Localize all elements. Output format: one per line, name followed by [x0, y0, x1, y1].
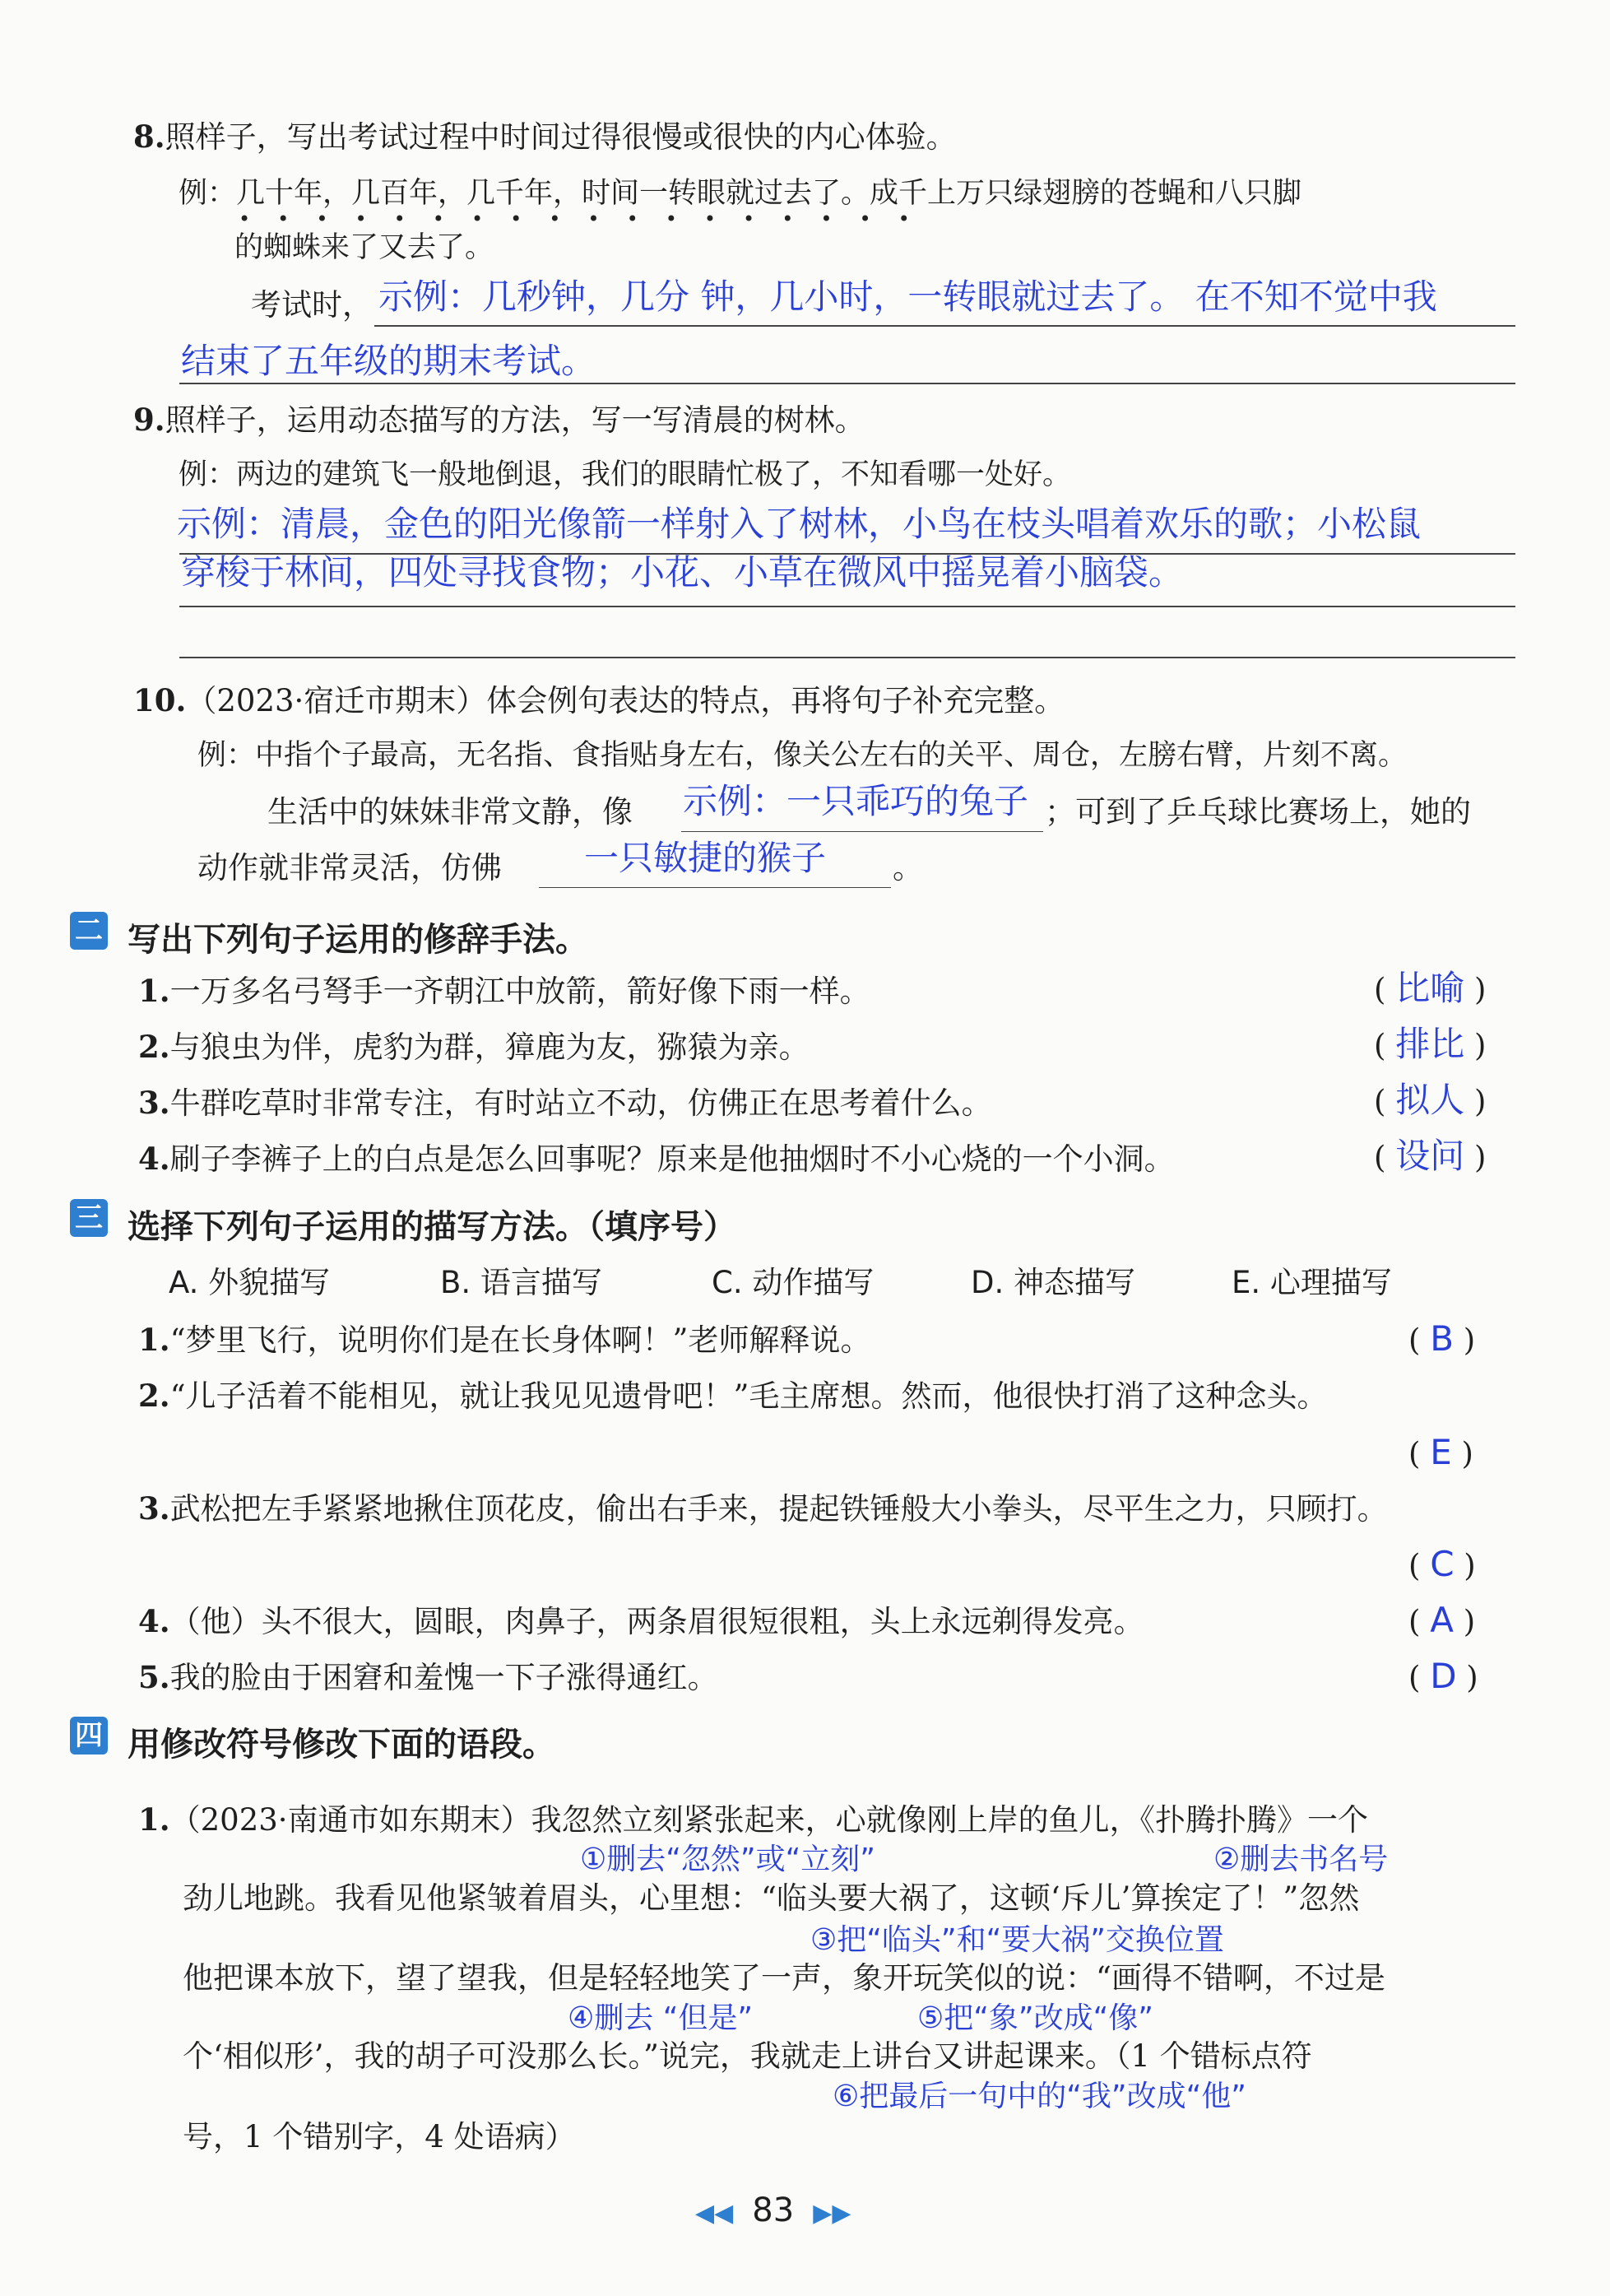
sec2-item-2-num: 2.	[138, 1029, 170, 1065]
section2-title: 写出下列句子运用的修辞手法。	[128, 921, 588, 959]
sec3-item-5-answer-box[interactable]: ( D )	[1408, 1656, 1478, 1696]
q9-example: 例：两边的建筑飞一般地倒退，我们的眼睛忙极了，不知看哪一处好。	[179, 458, 1072, 491]
sec3-item-4-text: （他）头不很大，圆眼，肉鼻子，两条眉很短很粗，头上永远剃得发亮。	[169, 1604, 1144, 1639]
sec3-item-2	[138, 1378, 1328, 1414]
sec4-line3: 他把课本放下，望了望我，但是轻轻地笑了一声，象开玩笑似的说：“画得不错啊，不过是	[183, 1960, 1385, 1996]
sec3-option-c: C. 动作描写	[712, 1265, 875, 1300]
sec2-item-2-text: 与狼虫为伴，虎豹为群，獐鹿为友，猕猿为亲。	[169, 1029, 810, 1065]
sec3-item-1-num: 1.	[138, 1322, 170, 1358]
sec3-item-4-answer: A	[1430, 1600, 1454, 1640]
q10-blank1-answer[interactable]: 示例：一只乖巧的兔子	[683, 781, 1029, 821]
q10-line1-start: 生活中的妹妹非常文静，像	[267, 794, 633, 830]
q10-line2-end: 。	[893, 850, 923, 885]
q8-emphasis-dots: ••••••••••••••••••	[239, 207, 937, 230]
sec3-item-3-num: 3.	[138, 1490, 170, 1527]
sec2-item-3	[138, 1085, 992, 1121]
sec2-item-1	[138, 973, 870, 1009]
sec2-item-4-num: 4.	[138, 1141, 170, 1177]
page-number: 83	[752, 2191, 795, 2229]
q8-answer-rule1	[374, 325, 1515, 327]
sec3-item-4-num: 4.	[138, 1603, 170, 1639]
sec2-item-4-text: 刷子李裤子上的白点是怎么回事呢？原来是他抽烟时不小心烧的一个小洞。	[169, 1141, 1175, 1177]
sec2-item-1-num: 1.	[138, 973, 170, 1009]
q10-blank2-rule	[539, 887, 891, 888]
q9-prompt-text: 照样子，运用动态描写的方法，写一写清晨的树林。	[165, 402, 865, 438]
sec4-line5: 号，1 个错别字，4 处语病）	[183, 2119, 576, 2154]
q8-lead: 考试时，	[251, 287, 373, 323]
q10-example: 例：中指个子最高，无名指、食指贴身左右，像关公左右的关平、周仓，左膀右臂，片刻不离。	[197, 739, 1408, 772]
q8-prompt	[133, 119, 957, 155]
sec4-note-3: ③把“临头”和“要大祸”交换位置	[810, 1923, 1224, 1957]
section4-badge: 四	[70, 1717, 108, 1755]
q10-number: 10.	[133, 682, 187, 718]
sec4-number: 1.	[138, 1801, 170, 1838]
sec4-note-1: ①删去“忽然”或“立刻”	[580, 1843, 875, 1876]
sec4-note-6: ⑥把最后一句中的“我”改成“他”	[833, 2080, 1246, 2113]
section4-title: 用修改符号修改下面的语段。	[128, 1726, 555, 1764]
sec3-item-2-num: 2.	[138, 1378, 170, 1414]
sec3-item-1-answer-box[interactable]: ( B )	[1408, 1318, 1476, 1359]
sec4-line4: 个‘相似形’，我的胡子可没那么长。”说完，我就走上讲台又讲起课来。（1 个错标点符	[183, 2038, 1312, 2074]
sec3-option-a: A. 外貌描写	[169, 1265, 331, 1300]
q9-answer-rule3	[179, 657, 1515, 658]
sec3-item-3	[138, 1490, 1388, 1527]
q10-line2-start: 动作就非常灵活，仿佛	[197, 850, 502, 885]
sec3-option-e: E. 心理描写	[1232, 1265, 1392, 1300]
sec2-item-2	[138, 1029, 810, 1065]
sec3-item-4-answer-box[interactable]: ( A )	[1408, 1600, 1476, 1640]
sec3-item-3-answer: C	[1430, 1544, 1455, 1584]
q9-answer-line2[interactable]: 穿梭于林间，四处寻找食物；小花、小草在微风中摇晃着小脑袋。	[181, 552, 1184, 593]
prev-page-icon[interactable]: ◀◀	[695, 2199, 734, 2228]
sec2-item-4	[138, 1141, 1175, 1177]
section2-badge: 二	[70, 912, 108, 950]
q8-answer-rule2	[179, 383, 1515, 384]
q9-number: 9.	[133, 402, 165, 438]
sec3-item-2-answer: E	[1430, 1432, 1452, 1472]
sec3-item-2-text: “儿子活着不能相见，就让我见见遗骨吧！”毛主席想。然而，他很快打消了这种念头。	[169, 1378, 1328, 1414]
q10-blank1-rule	[681, 831, 1043, 832]
sec4-note-4: ④删去 “但是”	[568, 2001, 754, 2035]
section3-title: 选择下列句子运用的描写方法。（填序号）	[128, 1208, 736, 1246]
sec4-note-5: ⑤把“象”改成“像”	[917, 2001, 1153, 2035]
sec2-item-3-num: 3.	[138, 1085, 170, 1121]
q8-prompt-text: 照样子，写出考试过程中时间过得很慢或很快的内心体验。	[165, 119, 957, 155]
sec3-item-1-answer: B	[1430, 1318, 1455, 1359]
sec3-option-d: D. 神态描写	[971, 1265, 1136, 1300]
sec3-item-5-num: 5.	[138, 1659, 170, 1695]
q10-line1-end: ；可到了乒乓球比赛场上，她的	[1045, 794, 1471, 830]
sec2-item-3-answer-box[interactable]: ( 拟人 )	[1374, 1080, 1487, 1120]
q10-prompt	[133, 682, 1065, 718]
q8-example-line2: 的蜘蛛来了又去了。	[234, 231, 494, 264]
sec2-item-3-text: 牛群吃草时非常专注，有时站立不动，仿佛正在思考着什么。	[169, 1085, 992, 1121]
sec2-item-3-answer: 拟人	[1395, 1080, 1465, 1120]
q10-prompt-text: （2023·宿迁市期末）体会例句表达的特点，再将句子补充完整。	[186, 683, 1065, 718]
sec3-item-1	[138, 1322, 871, 1358]
sec3-item-3-text: 武松把左手紧紧地揪住顶花皮，偷出右手来，提起铁锤般大小拳头，尽平生之力，只顾打。	[169, 1491, 1388, 1527]
sec3-option-b: B. 语言描写	[440, 1265, 602, 1300]
sec3-item-3-answer-box[interactable]: ( C )	[1408, 1544, 1476, 1584]
q9-answer-rule2	[179, 606, 1515, 607]
sec3-item-5-answer: D	[1430, 1656, 1457, 1696]
sec2-item-1-answer: 比喻	[1395, 968, 1465, 1008]
sec3-item-5-text: 我的脸由于困窘和羞愧一下子涨得通红。	[169, 1660, 718, 1695]
q8-example-line1: 例：几十年，几百年，几千年，时间一转眼就过去了。成千上万只绿翅膀的苍蝇和八只脚	[179, 177, 1302, 210]
sec2-item-4-answer: 设问	[1395, 1136, 1465, 1176]
sec4-line1	[138, 1801, 1369, 1838]
q9-answer-line1[interactable]: 示例：清晨，金色的阳光像箭一样射入了树林，小鸟在枝头唱着欢乐的歌；小松鼠	[177, 504, 1422, 544]
sec3-item-5	[138, 1659, 718, 1695]
sec4-line2: 劲儿地跳。我看见他紧皱着眉头，心里想：“临头要大祸了，这顿‘斥儿’算挨定了！”忽然	[183, 1880, 1360, 1916]
q9-prompt	[133, 402, 865, 438]
next-page-icon[interactable]: ▶▶	[813, 2199, 851, 2228]
sec2-item-4-answer-box[interactable]: ( 设问 )	[1374, 1136, 1487, 1176]
sec2-item-1-text: 一万多名弓弩手一齐朝江中放箭，箭好像下雨一样。	[169, 974, 870, 1009]
sec2-item-1-answer-box[interactable]: ( 比喻 )	[1374, 968, 1487, 1008]
section3-badge: 三	[70, 1199, 108, 1237]
page-footer	[695, 2191, 851, 2229]
sec3-item-2-answer-box[interactable]: ( E )	[1408, 1432, 1473, 1472]
q8-answer-line1[interactable]: 示例：几秒钟，几分 钟，几小时，一转眼就过去了。 在不知不觉中我	[378, 277, 1437, 317]
sec3-item-1-text: “梦里飞行，说明你们是在长身体啊！”老师解释说。	[169, 1322, 871, 1358]
q10-blank2-answer[interactable]: 一只敏捷的猴子	[584, 838, 827, 878]
sec4-line1-text: （2023·南通市如东期末）我忽然立刻紧张起来，心就像刚上岸的鱼儿，《扑腾扑腾》一个	[169, 1802, 1369, 1838]
sec3-item-4	[138, 1603, 1144, 1639]
q8-answer-line2[interactable]: 结束了五年级的期末考试。	[181, 341, 596, 381]
sec4-note-2: ②删去书名号	[1213, 1843, 1389, 1876]
sec2-item-2-answer: 排比	[1395, 1024, 1465, 1064]
sec2-item-2-answer-box[interactable]: ( 排比 )	[1374, 1024, 1487, 1064]
q8-number: 8.	[133, 119, 165, 155]
